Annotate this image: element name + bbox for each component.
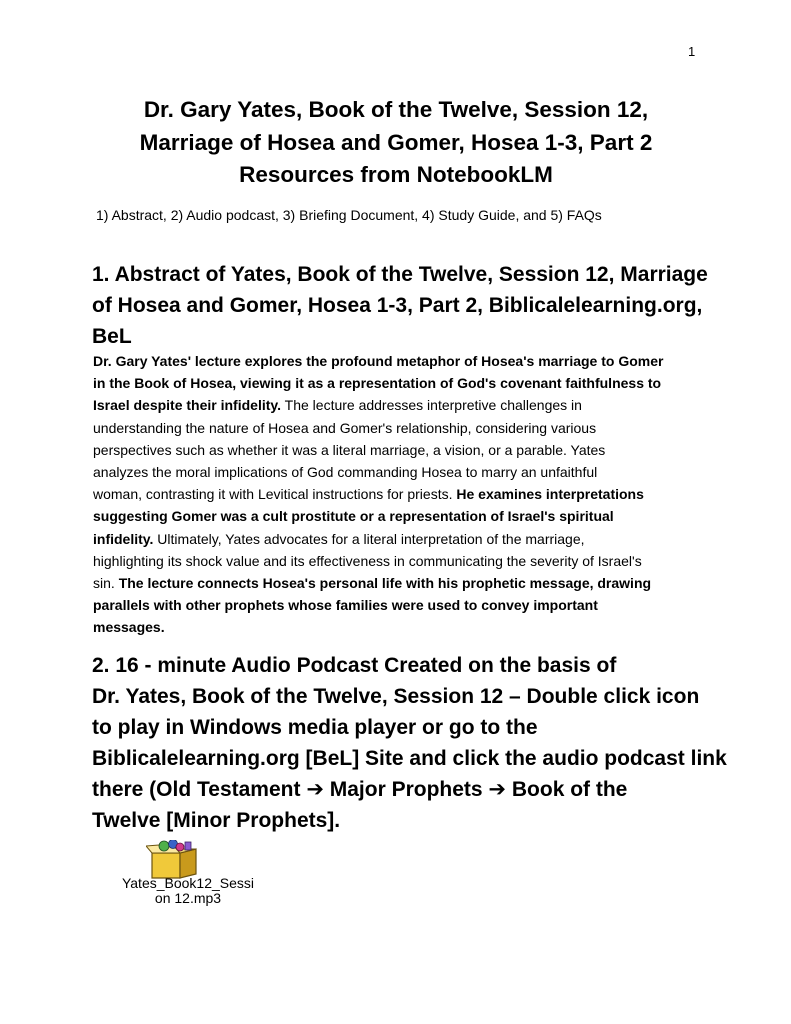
heading-line: Biblicalelearning.org [BeL] Site and click the audio podcast link	[92, 747, 727, 770]
abstract-line	[93, 528, 713, 550]
abstract-bold-text: infidelity.	[93, 530, 154, 547]
abstract-line: in the Book of Hosea, viewing it as a representation of God's covenant faithfulness to	[93, 375, 662, 392]
abstract-line: parallels with other prophets whose families were used to convey important	[93, 597, 598, 614]
abstract-text: woman, contrasting it with Levitical instructions for priests.	[93, 486, 457, 503]
abstract-line: analyzes the moral implications of God commanding Hosea to marry an unfaithful	[93, 464, 598, 481]
abstract-line: Dr. Gary Yates' lecture explores the profound metaphor of Hosea's marriage to Gomer	[93, 353, 664, 369]
heading-line: 1. Abstract of Yates, Book of the Twelve, Session 12, Marriage	[92, 263, 708, 286]
title-line: Dr. Gary Yates, Book of the Twelve, Session 12,	[143, 97, 649, 122]
abstract-bold-text: Israel despite their infidelity.	[93, 397, 282, 414]
abstract-bold-text: The lecture connects Hosea's personal life with his prophetic message, drawing	[118, 575, 652, 592]
abstract-line: highlighting its shock value and its effectiveness in communicating the severity of Israel's	[93, 552, 642, 569]
heading-line: of Hosea and Gomer, Hosea 1-3, Part 2, Biblicalelearning.org,	[92, 294, 703, 317]
abstract-line: understanding the nature of Hosea and Gomer's relationship, considering various	[93, 419, 597, 436]
audio-filename[interactable]	[88, 876, 288, 906]
filename-line: on 12.mp3	[154, 890, 222, 906]
abstract-line	[93, 394, 713, 416]
heading-line: 2. 16 - minute Audio Podcast Created on the basis of	[92, 654, 617, 677]
document-title	[100, 94, 692, 192]
heading-line: BeL	[92, 325, 132, 348]
abstract-line: perspectives such as whether it was a literal marriage, a vision, or a parable. Yates	[93, 441, 606, 458]
abstract-bold-text: He examines interpretations	[456, 486, 644, 503]
resources-list: 1) Abstract, 2) Audio podcast, 3) Briefing Document, 4) Study Guide, and 5) FAQs	[96, 207, 602, 223]
abstract-body	[93, 350, 713, 639]
abstract-text: sin.	[93, 575, 119, 592]
heading-line: Twelve [Minor Prophets].	[92, 809, 341, 832]
title-line: Marriage of Hosea and Gomer, Hosea 1-3, Part 2	[139, 129, 653, 155]
abstract-line: suggesting Gomer was a cult prostitute or a representation of Israel's spiritual	[93, 508, 614, 525]
title-line: Resources from NotebookLM	[239, 162, 553, 187]
heading-line: Dr. Yates, Book of the Twelve, Session 12 – Double click icon	[92, 685, 700, 708]
abstract-text: Ultimately, Yates advocates for a literal interpretation of the marriage,	[153, 530, 585, 547]
abstract-heading	[92, 259, 708, 352]
filename-line: Yates_Book12_Sessi	[121, 875, 255, 891]
abstract-text: The lecture addresses interpretive challenges in	[281, 397, 582, 414]
heading-line: to play in Windows media player or go to the	[92, 716, 538, 739]
audio-podcast-attachment[interactable]	[88, 840, 288, 910]
podcast-heading	[92, 650, 727, 836]
heading-line: there (Old Testament ➔ Major Prophets ➔ Book of the	[92, 778, 628, 801]
abstract-line	[93, 572, 713, 594]
abstract-line	[93, 483, 713, 505]
page-number: 1	[688, 44, 696, 59]
abstract-line: messages.	[93, 619, 165, 636]
package-icon[interactable]	[146, 840, 206, 880]
